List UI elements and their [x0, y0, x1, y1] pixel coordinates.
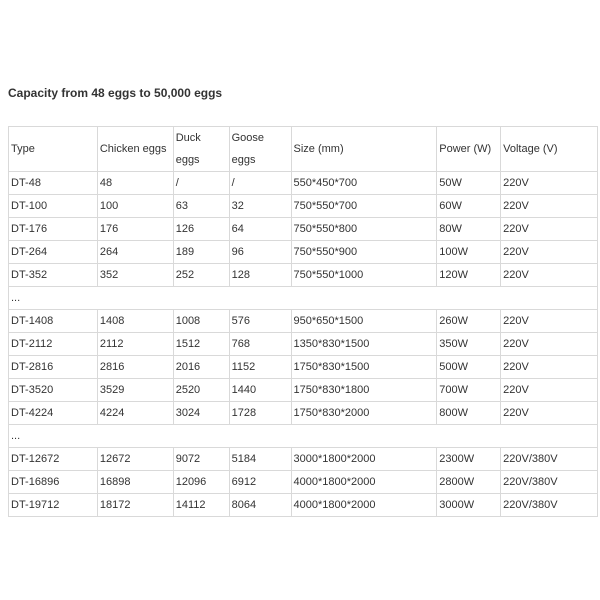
cell-chicken: 18172 — [97, 494, 173, 517]
header-voltage: Voltage (V) — [501, 127, 598, 172]
cell-size: 750*550*900 — [291, 241, 437, 264]
cell-chicken: 16898 — [97, 471, 173, 494]
cell-duck: 126 — [173, 218, 229, 241]
cell-type: DT-2112 — [9, 333, 98, 356]
cell-duck: 2016 — [173, 356, 229, 379]
separator-row — [9, 287, 598, 310]
cell-power: 100W — [437, 241, 501, 264]
cell-size: 750*550*700 — [291, 195, 437, 218]
cell-voltage: 220V — [501, 333, 598, 356]
cell-duck: 3024 — [173, 402, 229, 425]
cell-duck: 9072 — [173, 448, 229, 471]
cell-duck: 1512 — [173, 333, 229, 356]
table-row — [9, 172, 598, 195]
table-row — [9, 310, 598, 333]
table-row — [9, 218, 598, 241]
cell-chicken: 2816 — [97, 356, 173, 379]
cell-type: DT-4224 — [9, 402, 98, 425]
cell-type: DT-2816 — [9, 356, 98, 379]
cell-goose: 8064 — [229, 494, 291, 517]
cell-type: DT-1408 — [9, 310, 98, 333]
cell-type: DT-12672 — [9, 448, 98, 471]
cell-goose: 5184 — [229, 448, 291, 471]
cell-chicken: 4224 — [97, 402, 173, 425]
table-header-row — [9, 127, 598, 172]
cell-size: 3000*1800*2000 — [291, 448, 437, 471]
cell-power: 2800W — [437, 471, 501, 494]
cell-voltage: 220V/380V — [501, 494, 598, 517]
cell-duck: 252 — [173, 264, 229, 287]
cell-duck: / — [173, 172, 229, 195]
cell-voltage: 220V — [501, 172, 598, 195]
header-goose-eggs — [229, 127, 291, 172]
cell-chicken: 352 — [97, 264, 173, 287]
cell-duck: 63 — [173, 195, 229, 218]
cell-goose: 64 — [229, 218, 291, 241]
cell-goose: 576 — [229, 310, 291, 333]
cell-goose: / — [229, 172, 291, 195]
header-duck-line1: Duck — [175, 132, 201, 144]
cell-voltage: 220V — [501, 241, 598, 264]
cell-duck: 14112 — [173, 494, 229, 517]
page-heading: Capacity from 48 eggs to 50,000 eggs — [8, 86, 223, 100]
cell-power: 350W — [437, 333, 501, 356]
cell-type: DT-3520 — [9, 379, 98, 402]
cell-type: DT-264 — [9, 241, 98, 264]
table-row — [9, 241, 598, 264]
cell-size: 1750*830*2000 — [291, 402, 437, 425]
cell-voltage: 220V — [501, 264, 598, 287]
cell-power: 700W — [437, 379, 501, 402]
cell-size: 1350*830*1500 — [291, 333, 437, 356]
cell-voltage: 220V — [501, 310, 598, 333]
cell-power: 2300W — [437, 448, 501, 471]
cell-voltage: 220V — [501, 379, 598, 402]
cell-type: DT-100 — [9, 195, 98, 218]
cell-voltage: 220V/380V — [501, 448, 598, 471]
cell-type: DT-16896 — [9, 471, 98, 494]
table-row — [9, 264, 598, 287]
cell-chicken: 1408 — [97, 310, 173, 333]
cell-goose: 6912 — [229, 471, 291, 494]
cell-duck: 1008 — [173, 310, 229, 333]
cell-size: 4000*1800*2000 — [291, 471, 437, 494]
cell-power: 500W — [437, 356, 501, 379]
header-goose-line2: eggs — [231, 154, 256, 166]
table-row — [9, 379, 598, 402]
cell-goose: 768 — [229, 333, 291, 356]
table-row — [9, 448, 598, 471]
cell-power: 260W — [437, 310, 501, 333]
cell-goose: 1728 — [229, 402, 291, 425]
cell-chicken: 264 — [97, 241, 173, 264]
cell-power: 60W — [437, 195, 501, 218]
header-power: Power (W) — [437, 127, 501, 172]
table-row — [9, 402, 598, 425]
header-type: Type — [9, 127, 98, 172]
cell-chicken: 2112 — [97, 333, 173, 356]
header-duck-line2: eggs — [175, 154, 200, 166]
cell-duck: 189 — [173, 241, 229, 264]
capacity-table — [8, 126, 598, 517]
header-goose-line1: Goose — [231, 132, 265, 144]
table-row — [9, 494, 598, 517]
cell-goose: 128 — [229, 264, 291, 287]
cell-type: DT-176 — [9, 218, 98, 241]
cell-voltage: 220V — [501, 218, 598, 241]
cell-voltage: 220V/380V — [501, 471, 598, 494]
cell-goose: 96 — [229, 241, 291, 264]
cell-goose: 1152 — [229, 356, 291, 379]
separator-row — [9, 425, 598, 448]
table-row — [9, 356, 598, 379]
header-chicken-eggs: Chicken eggs — [97, 127, 173, 172]
cell-type: DT-48 — [9, 172, 98, 195]
cell-voltage: 220V — [501, 402, 598, 425]
cell-chicken: 48 — [97, 172, 173, 195]
cell-power: 120W — [437, 264, 501, 287]
cell-size: 1750*830*1800 — [291, 379, 437, 402]
cell-goose: 1440 — [229, 379, 291, 402]
cell-size: 750*550*800 — [291, 218, 437, 241]
cell-voltage: 220V — [501, 356, 598, 379]
cell-size: 1750*830*1500 — [291, 356, 437, 379]
separator-ellipsis: ... — [9, 287, 598, 310]
cell-chicken: 12672 — [97, 448, 173, 471]
table-row — [9, 333, 598, 356]
cell-size: 950*650*1500 — [291, 310, 437, 333]
cell-voltage: 220V — [501, 195, 598, 218]
header-size: Size (mm) — [291, 127, 437, 172]
cell-size: 4000*1800*2000 — [291, 494, 437, 517]
cell-size: 750*550*1000 — [291, 264, 437, 287]
table-row — [9, 195, 598, 218]
cell-chicken: 176 — [97, 218, 173, 241]
cell-duck: 12096 — [173, 471, 229, 494]
header-duck-eggs — [173, 127, 229, 172]
cell-power: 50W — [437, 172, 501, 195]
cell-chicken: 3529 — [97, 379, 173, 402]
cell-duck: 2520 — [173, 379, 229, 402]
cell-goose: 32 — [229, 195, 291, 218]
cell-type: DT-19712 — [9, 494, 98, 517]
cell-type: DT-352 — [9, 264, 98, 287]
separator-ellipsis: ... — [9, 425, 598, 448]
table-row — [9, 471, 598, 494]
cell-power: 800W — [437, 402, 501, 425]
cell-power: 3000W — [437, 494, 501, 517]
cell-chicken: 100 — [97, 195, 173, 218]
cell-size: 550*450*700 — [291, 172, 437, 195]
cell-power: 80W — [437, 218, 501, 241]
